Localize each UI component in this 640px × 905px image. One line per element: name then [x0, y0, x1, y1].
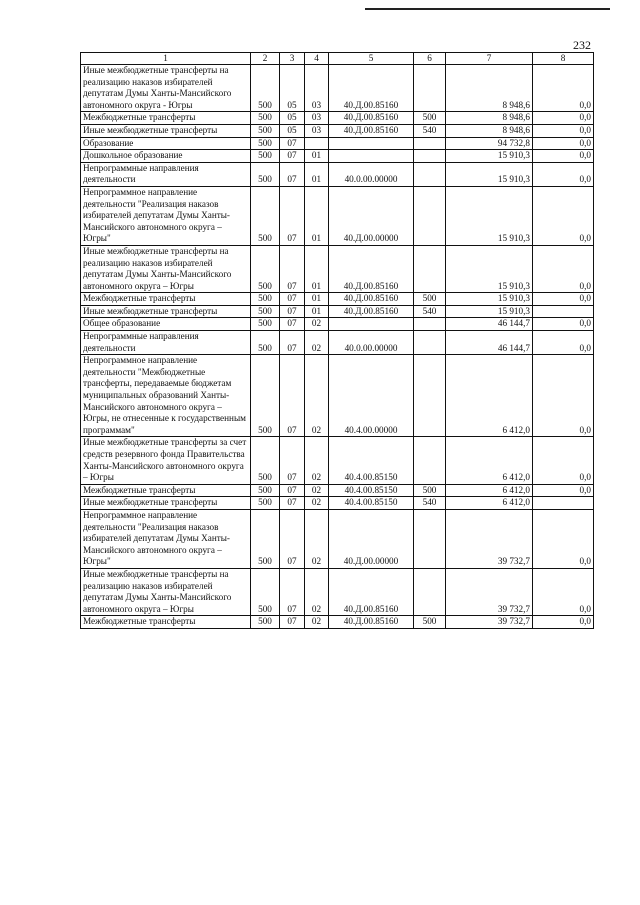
table-row: [81, 497, 594, 510]
col-header-3: 3: [280, 53, 305, 65]
expense-type-cell: [414, 162, 446, 186]
page-number: 232: [573, 38, 591, 52]
expense-type-cell: [414, 150, 446, 163]
item-name-cell: Непрограммное направление деятельности "Реализация наказов избирателей депутатам Думы Ханты-Мансийского автономного округа – Югры": [81, 509, 251, 568]
amount-subvention-cell: 0,0: [533, 509, 594, 568]
target-article-cell: 40.Д.00.85160: [329, 124, 414, 137]
admin-code-cell: 500: [251, 568, 280, 615]
section-code-cell: 07: [280, 245, 305, 292]
table-row: [81, 318, 594, 331]
section-code-cell: 07: [280, 484, 305, 497]
section-code-cell: 07: [280, 437, 305, 484]
amount-cell: 6 412,0: [446, 437, 533, 484]
expense-type-cell: 540: [414, 305, 446, 318]
subsection-code-cell: 02: [305, 318, 329, 331]
top-rule: [365, 8, 610, 10]
admin-code-cell: 500: [251, 484, 280, 497]
table-row: [81, 437, 594, 484]
amount-subvention-cell: 0,0: [533, 318, 594, 331]
amount-cell: 8 948,6: [446, 112, 533, 125]
subsection-code-cell: 02: [305, 509, 329, 568]
target-article-cell: 40.4.00.85150: [329, 497, 414, 510]
subsection-code-cell: 01: [305, 245, 329, 292]
item-name-cell: Иные межбюджетные трансферты на реализацию наказов избирателей депутатам Думы Ханты-Мансийского автономного округа – Югры: [81, 245, 251, 292]
col-header-7: 7: [446, 53, 533, 65]
table-row: [81, 484, 594, 497]
target-article-cell: 40.Д.00.85160: [329, 305, 414, 318]
amount-subvention-cell: 0,0: [533, 484, 594, 497]
col-header-2: 2: [251, 53, 280, 65]
admin-code-cell: 500: [251, 437, 280, 484]
expense-type-cell: [414, 318, 446, 331]
amount-cell: 39 732,7: [446, 509, 533, 568]
item-name-cell: Межбюджетные трансферты: [81, 293, 251, 306]
admin-code-cell: 500: [251, 112, 280, 125]
target-article-cell: [329, 318, 414, 331]
target-article-cell: [329, 137, 414, 150]
section-code-cell: 07: [280, 509, 305, 568]
target-article-cell: 40.Д.00.85160: [329, 616, 414, 629]
subsection-code-cell: 01: [305, 150, 329, 163]
amount-cell: 39 732,7: [446, 616, 533, 629]
amount-subvention-cell: 0,0: [533, 293, 594, 306]
expense-type-cell: [414, 331, 446, 355]
expense-type-cell: 500: [414, 616, 446, 629]
expense-type-cell: [414, 509, 446, 568]
target-article-cell: 40.Д.00.85160: [329, 65, 414, 112]
expense-type-cell: [414, 65, 446, 112]
amount-cell: 15 910,3: [446, 150, 533, 163]
target-article-cell: 40.Д.00.85160: [329, 293, 414, 306]
section-code-cell: 07: [280, 293, 305, 306]
amount-subvention-cell: [533, 497, 594, 510]
col-header-1: 1: [81, 53, 251, 65]
subsection-code-cell: 02: [305, 484, 329, 497]
section-code-cell: 07: [280, 568, 305, 615]
amount-subvention-cell: 0,0: [533, 65, 594, 112]
table-row: [81, 65, 594, 112]
amount-subvention-cell: 0,0: [533, 331, 594, 355]
amount-cell: 15 910,3: [446, 305, 533, 318]
table-row: [81, 245, 594, 292]
item-name-cell: Иные межбюджетные трансферты: [81, 124, 251, 137]
section-code-cell: 07: [280, 137, 305, 150]
item-name-cell: Непрограммные направления деятельности: [81, 331, 251, 355]
expense-type-cell: 500: [414, 112, 446, 125]
admin-code-cell: 500: [251, 150, 280, 163]
amount-cell: 6 412,0: [446, 355, 533, 437]
amount-cell: 94 732,8: [446, 137, 533, 150]
amount-cell: 46 144,7: [446, 331, 533, 355]
col-header-5: 5: [329, 53, 414, 65]
target-article-cell: 40.0.00.00000: [329, 331, 414, 355]
table-row: [81, 137, 594, 150]
target-article-cell: 40.0.00.00000: [329, 162, 414, 186]
budget-table: [80, 52, 594, 629]
admin-code-cell: 500: [251, 318, 280, 331]
subsection-code-cell: 02: [305, 355, 329, 437]
subsection-code-cell: 02: [305, 497, 329, 510]
header-row: [81, 53, 594, 65]
amount-subvention-cell: 0,0: [533, 162, 594, 186]
admin-code-cell: 500: [251, 305, 280, 318]
table-body: [81, 65, 594, 629]
subsection-code-cell: 01: [305, 186, 329, 245]
amount-cell: 46 144,7: [446, 318, 533, 331]
amount-cell: 6 412,0: [446, 497, 533, 510]
amount-subvention-cell: 0,0: [533, 124, 594, 137]
subsection-code-cell: 01: [305, 293, 329, 306]
section-code-cell: 07: [280, 162, 305, 186]
section-code-cell: 05: [280, 124, 305, 137]
table-row: [81, 162, 594, 186]
amount-cell: 8 948,6: [446, 65, 533, 112]
item-name-cell: Иные межбюджетные трансферты за счет средств резервного фонда Правительства Ханты-Мансийского автономного округа – Югры: [81, 437, 251, 484]
target-article-cell: 40.4.00.85150: [329, 437, 414, 484]
admin-code-cell: 500: [251, 245, 280, 292]
section-code-cell: 07: [280, 616, 305, 629]
expense-type-cell: [414, 186, 446, 245]
amount-subvention-cell: 0,0: [533, 616, 594, 629]
amount-subvention-cell: 0,0: [533, 112, 594, 125]
amount-subvention-cell: 0,0: [533, 437, 594, 484]
target-article-cell: 40.Д.00.00000: [329, 509, 414, 568]
expense-type-cell: [414, 568, 446, 615]
section-code-cell: 07: [280, 186, 305, 245]
admin-code-cell: 500: [251, 124, 280, 137]
table-row: [81, 616, 594, 629]
item-name-cell: Иные межбюджетные трансферты на реализацию наказов избирателей депутатам Думы Ханты-Мансийского автономного округа – Югры: [81, 568, 251, 615]
table-row: [81, 355, 594, 437]
item-name-cell: Иные межбюджетные трансферты: [81, 497, 251, 510]
item-name-cell: Дошкольное образование: [81, 150, 251, 163]
admin-code-cell: 500: [251, 137, 280, 150]
section-code-cell: 07: [280, 150, 305, 163]
admin-code-cell: 500: [251, 509, 280, 568]
amount-subvention-cell: 0,0: [533, 245, 594, 292]
amount-cell: 6 412,0: [446, 484, 533, 497]
expense-type-cell: [414, 355, 446, 437]
item-name-cell: Иные межбюджетные трансферты на реализацию наказов избирателей депутатам Думы Ханты-Мансийского автономного округа - Югры: [81, 65, 251, 112]
subsection-code-cell: 02: [305, 568, 329, 615]
col-header-4: 4: [305, 53, 329, 65]
table-row: [81, 112, 594, 125]
expense-type-cell: 540: [414, 124, 446, 137]
amount-subvention-cell: 0,0: [533, 568, 594, 615]
item-name-cell: Непрограммные направления деятельности: [81, 162, 251, 186]
amount-cell: 15 910,3: [446, 293, 533, 306]
admin-code-cell: 500: [251, 65, 280, 112]
item-name-cell: Непрограммное направление деятельности "Реализация наказов избирателей депутатам Думы Ханты-Мансийского автономного округа – Югры": [81, 186, 251, 245]
section-code-cell: 07: [280, 497, 305, 510]
subsection-code-cell: 02: [305, 616, 329, 629]
admin-code-cell: 500: [251, 186, 280, 245]
admin-code-cell: 500: [251, 497, 280, 510]
admin-code-cell: 500: [251, 616, 280, 629]
table-row: [81, 186, 594, 245]
amount-cell: 8 948,6: [446, 124, 533, 137]
expense-type-cell: 500: [414, 293, 446, 306]
admin-code-cell: 500: [251, 293, 280, 306]
expense-type-cell: [414, 245, 446, 292]
table-row: [81, 124, 594, 137]
expense-type-cell: 540: [414, 497, 446, 510]
amount-cell: 15 910,3: [446, 245, 533, 292]
item-name-cell: Непрограммное направление деятельности "Межбюджетные трансферты, передаваемые бюджетам муниципальных образований Ханты-Мансийского автономного округа – Югры, не отнесенные к государственным программам": [81, 355, 251, 437]
item-name-cell: Общее образование: [81, 318, 251, 331]
target-article-cell: 40.Д.00.85160: [329, 568, 414, 615]
col-header-8: 8: [533, 53, 594, 65]
expense-type-cell: 500: [414, 484, 446, 497]
table-row: [81, 305, 594, 318]
amount-cell: 39 732,7: [446, 568, 533, 615]
item-name-cell: Межбюджетные трансферты: [81, 616, 251, 629]
section-code-cell: 07: [280, 305, 305, 318]
admin-code-cell: 500: [251, 331, 280, 355]
section-code-cell: 05: [280, 65, 305, 112]
amount-subvention-cell: 0,0: [533, 137, 594, 150]
table-row: [81, 509, 594, 568]
section-code-cell: 07: [280, 355, 305, 437]
target-article-cell: 40.4.00.85150: [329, 484, 414, 497]
amount-subvention-cell: [533, 305, 594, 318]
subsection-code-cell: 03: [305, 124, 329, 137]
subsection-code-cell: 03: [305, 112, 329, 125]
section-code-cell: 05: [280, 112, 305, 125]
target-article-cell: 40.Д.00.00000: [329, 186, 414, 245]
item-name-cell: Иные межбюджетные трансферты: [81, 305, 251, 318]
item-name-cell: Межбюджетные трансферты: [81, 484, 251, 497]
target-article-cell: 40.Д.00.85160: [329, 112, 414, 125]
amount-subvention-cell: 0,0: [533, 150, 594, 163]
amount-cell: 15 910,3: [446, 162, 533, 186]
subsection-code-cell: 03: [305, 65, 329, 112]
target-article-cell: 40.4.00.00000: [329, 355, 414, 437]
target-article-cell: 40.Д.00.85160: [329, 245, 414, 292]
subsection-code-cell: 02: [305, 331, 329, 355]
subsection-code-cell: 02: [305, 437, 329, 484]
section-code-cell: 07: [280, 331, 305, 355]
item-name-cell: Межбюджетные трансферты: [81, 112, 251, 125]
subsection-code-cell: 01: [305, 162, 329, 186]
target-article-cell: [329, 150, 414, 163]
amount-subvention-cell: 0,0: [533, 355, 594, 437]
subsection-code-cell: 01: [305, 305, 329, 318]
section-code-cell: 07: [280, 318, 305, 331]
subsection-code-cell: [305, 137, 329, 150]
item-name-cell: Образование: [81, 137, 251, 150]
table-row: [81, 331, 594, 355]
expense-type-cell: [414, 437, 446, 484]
table-row: [81, 568, 594, 615]
admin-code-cell: 500: [251, 355, 280, 437]
col-header-6: 6: [414, 53, 446, 65]
amount-subvention-cell: 0,0: [533, 186, 594, 245]
table-row: [81, 293, 594, 306]
expense-type-cell: [414, 137, 446, 150]
amount-cell: 15 910,3: [446, 186, 533, 245]
table-row: [81, 150, 594, 163]
admin-code-cell: 500: [251, 162, 280, 186]
